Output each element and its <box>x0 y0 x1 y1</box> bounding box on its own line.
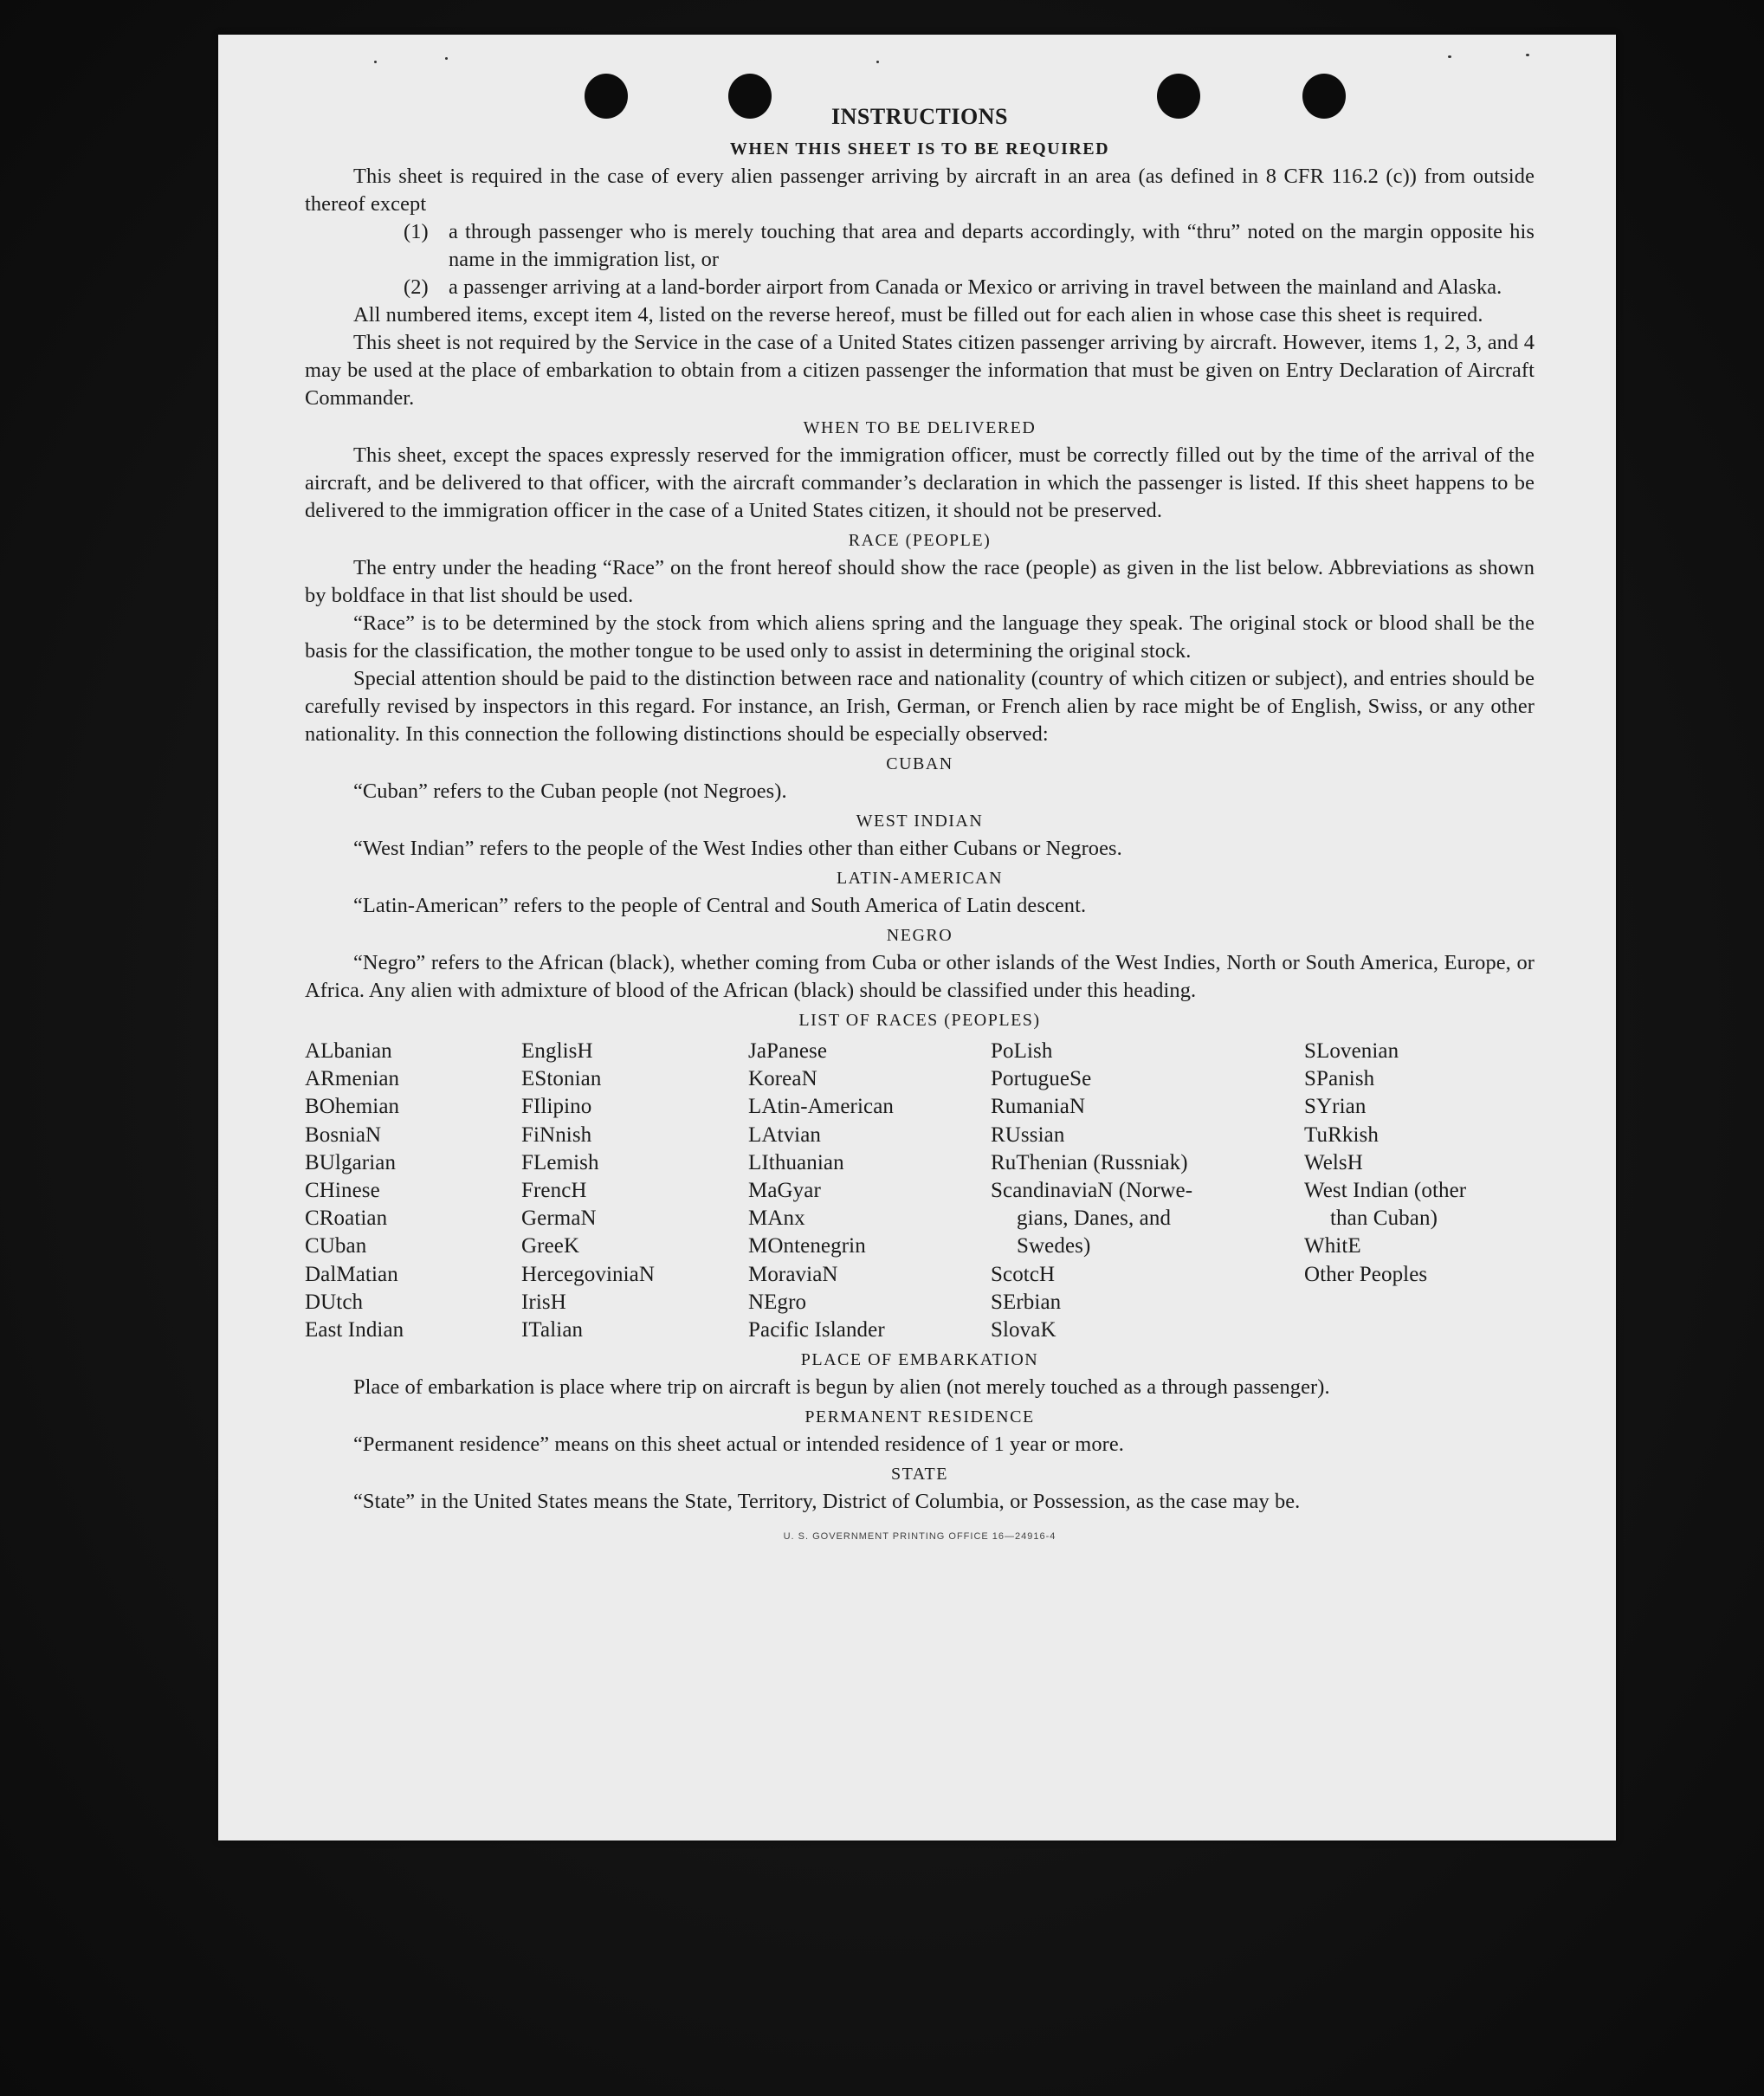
race-entry: RUssian <box>991 1122 1065 1147</box>
paragraph: “Latin-American” refers to the people of Central and South America of Latin descent. <box>353 894 1087 917</box>
race-entry: East Indian <box>305 1318 404 1342</box>
paragraph: Special attention should be paid to the distinction between race and nationality (country of which citizen or subject), and entries should be carefully revised by inspectors in this regard. For instance, an Irish, German, or French alien by race might be of English, Swiss, or any other nationality. In this connection the following distinctions should be especially observed: <box>305 667 1535 746</box>
race-entry: GreeK <box>521 1234 580 1258</box>
scan-speck <box>374 61 377 63</box>
item-text: a passenger arriving at a land-border airport from Canada or Mexico or arriving in travel between the mainland and Alaska. <box>449 275 1502 299</box>
race-entry: LAtin-American <box>748 1095 895 1119</box>
race-list <box>305 1038 1535 1344</box>
paragraph: “Negro” refers to the African (black), whether coming from Cuba or other islands of the West Indies, North or South America, Europe, or Africa. Any alien with admixture of blood of the African (black) should be classified under this heading. <box>305 951 1535 1002</box>
paragraph: All numbered items, except item 4, listed on the reverse hereof, must be filled out for each alien in whose case this sheet is required. <box>353 303 1483 327</box>
race-entry: PortugueSe <box>991 1067 1092 1091</box>
section-heading: LATIN-AMERICAN <box>836 869 1004 888</box>
race-entry: JaPanese <box>748 1039 828 1063</box>
scan-speck <box>876 61 879 63</box>
race-entry: ITalian <box>521 1318 584 1342</box>
race-entry: LIthuanian <box>748 1150 844 1174</box>
race-entry: FLemish <box>521 1150 599 1174</box>
race-column <box>748 1038 991 1344</box>
paragraph: “State” in the United States means the State, Territory, District of Columbia, or Possession, as the case may be. <box>353 1490 1301 1514</box>
race-column <box>521 1038 748 1344</box>
race-entry: SYrian <box>1304 1095 1367 1119</box>
section-heading: PLACE OF EMBARKATION <box>800 1350 1039 1370</box>
section-heading: PERMANENT RESIDENCE <box>804 1407 1035 1427</box>
race-entry: HercegoviniaN <box>521 1262 656 1286</box>
race-entry: DalMatian <box>305 1262 398 1286</box>
race-entry: SErbian <box>991 1290 1062 1314</box>
race-entry: WhitE <box>1304 1234 1361 1258</box>
paragraph: Place of embarkation is place where trip on aircraft is begun by alien (not merely touched as a through passenger). <box>353 1375 1330 1400</box>
race-entry: WelsH <box>1304 1150 1363 1174</box>
race-entry: DUtch <box>305 1290 364 1314</box>
race-entry: SLovenian <box>1304 1039 1399 1063</box>
scan-speck <box>1448 55 1451 58</box>
printing-office-footer: U. S. GOVERNMENT PRINTING OFFICE 16—24916-4 <box>783 1531 1056 1543</box>
race-entry: RuThenian (Russniak) <box>991 1150 1188 1174</box>
race-entry: CHinese <box>305 1179 380 1203</box>
list-item <box>404 274 1535 301</box>
paragraph: “West Indian” refers to the people of the West Indies other than either Cubans or Negroes. <box>353 837 1122 860</box>
race-entry: EnglisH <box>521 1039 593 1063</box>
race-entry: Swedes) <box>1017 1234 1091 1258</box>
race-entry: BUlgarian <box>305 1150 397 1174</box>
scan-speck <box>1526 54 1529 56</box>
race-entry: SlovaK <box>991 1318 1056 1342</box>
item-number: (1) <box>404 220 429 243</box>
section-heading: CUBAN <box>886 754 953 773</box>
race-entry: MAnx <box>748 1206 805 1231</box>
race-entry: LAtvian <box>748 1122 822 1147</box>
section-heading: STATE <box>891 1465 948 1485</box>
section-heading: LIST OF RACES (PEOPLES) <box>798 1011 1041 1030</box>
document-sheet <box>218 35 1616 1840</box>
race-entry: West Indian (other <box>1304 1179 1467 1203</box>
section-heading: RACE (PEOPLE) <box>848 531 992 550</box>
race-entry: ARmenian <box>305 1067 400 1091</box>
race-entry: FrencH <box>521 1179 587 1203</box>
race-entry: MOntenegrin <box>748 1234 866 1258</box>
race-entry: NEgro <box>748 1290 807 1314</box>
race-entry: MaGyar <box>748 1179 821 1203</box>
race-entry: EStonian <box>521 1067 602 1091</box>
race-entry: ScotcH <box>991 1262 1056 1286</box>
race-column <box>991 1038 1304 1344</box>
race-entry: BOhemian <box>305 1095 400 1119</box>
race-entry: FIlipino <box>521 1095 592 1119</box>
race-entry: TuRkish <box>1304 1122 1379 1147</box>
race-entry: SPanish <box>1304 1067 1375 1091</box>
race-column <box>1304 1038 1535 1344</box>
race-entry: GermaN <box>521 1206 597 1231</box>
item-number: (2) <box>404 275 429 299</box>
item-text: a through passenger who is merely touching that area and departs accordingly, with “thru” noted on the margin opposite his name in the immigration list, or <box>449 220 1535 271</box>
race-column <box>305 1038 521 1344</box>
race-entry: MoraviaN <box>748 1262 838 1286</box>
paragraph: “Race” is to be determined by the stock from which aliens spring and the language they speak. The original stock or blood shall be the basis for the classification, the mother tongue to be used only to assist in determining the original stock. <box>305 611 1535 663</box>
section-heading: NEGRO <box>886 926 953 945</box>
race-entry: gians, Danes, and <box>1017 1206 1172 1231</box>
section-heading: WEST INDIAN <box>856 812 984 831</box>
race-entry: KoreaN <box>748 1067 817 1091</box>
race-entry: Pacific Islander <box>748 1318 885 1342</box>
paragraph: “Cuban” refers to the Cuban people (not Negroes). <box>353 780 787 803</box>
paragraph: This sheet is required in the case of every alien passenger arriving by aircraft in an area (as defined in 8 CFR 116.2 (c)) from outside thereof except <box>305 165 1535 216</box>
race-entry: IrisH <box>521 1290 566 1314</box>
race-entry: RumaniaN <box>991 1095 1086 1119</box>
paragraph: “Permanent residence” means on this sheet actual or intended residence of 1 year or more. <box>353 1433 1124 1457</box>
race-entry: CUban <box>305 1234 367 1258</box>
race-entry: BosniaN <box>305 1122 382 1147</box>
list-item <box>404 218 1535 274</box>
race-entry: than Cuban) <box>1330 1206 1438 1231</box>
race-entry: ALbanian <box>305 1039 392 1063</box>
paragraph: The entry under the heading “Race” on the front hereof should show the race (people) as given in the list below. Abbreviations as shown by boldface in that list should be used. <box>305 556 1535 607</box>
document-body <box>305 102 1535 1550</box>
race-entry: PoLish <box>991 1039 1053 1063</box>
section-heading: WHEN THIS SHEET IS TO BE REQUIRED <box>729 139 1110 158</box>
page-title: INSTRUCTIONS <box>831 104 1008 129</box>
race-entry: FiNnish <box>521 1122 592 1147</box>
race-entry: Other Peoples <box>1304 1262 1428 1286</box>
race-entry: CRoatian <box>305 1206 388 1231</box>
section-heading: WHEN TO BE DELIVERED <box>803 418 1037 437</box>
paragraph: This sheet is not required by the Service in the case of a United States citizen passenger arriving by aircraft. However, items 1, 2, 3, and 4 may be used at the place of embarkation to obtain from a citizen passenger the information that must be given on Entry Declaration of Aircraft Commander. <box>305 331 1535 410</box>
paragraph: This sheet, except the spaces expressly reserved for the immigration officer, must be correctly filled out by the time of the arrival of the aircraft, and be delivered to that officer, with the aircraft commander’s declaration in which the passenger is listed. If this sheet happens to be delivered to the immigration officer in the case of a United States citizen, it should not be preserved. <box>305 443 1535 522</box>
race-entry: ScandinaviaN (Norwe- <box>991 1179 1193 1203</box>
scan-speck <box>445 57 448 60</box>
